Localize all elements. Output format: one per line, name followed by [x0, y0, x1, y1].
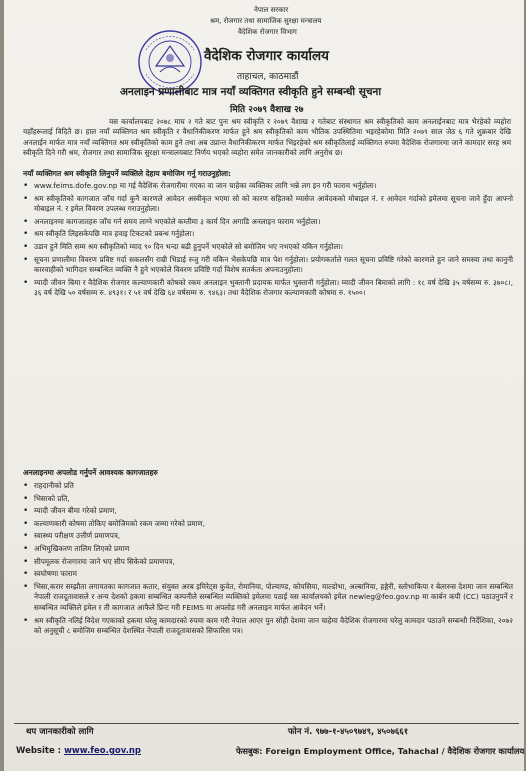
list-item: • श्रम स्वीकृति नलिई विदेश गएकाको हकमा घरेलु कामदारको रुपमा काम गरी नेपाल आएर पुन सोही देशमा जान चाहेमा वैदेशिक रोजगारमा घरेलु कामदार पठाउने सम्बन्धी निर्देशिका, २०७२ को अनुसूची ८ बमोजिम सम्बन्धित देशस्थित नेपाली राजदूतावासको सिफारिस पत्र। [23, 616, 513, 637]
list-item: • म्यादी जीवन बीमा गरेको प्रमाण, [23, 506, 513, 517]
website-label: Website : [16, 746, 62, 756]
footer-phone: फोन नं. ९७७-१-४५०९७४९, ४५०७६६१ [288, 727, 409, 737]
section2-title: अनलाइनमा अपलोड गर्नुपर्ने आवश्यक कागजातहरु [23, 468, 158, 477]
list-item: • म्यादी जीवन बिमा र वैदेशिक रोजगार कल्याणकारी कोषको रकम अनलाइन भुक्तानी प्रदायक मार्फत भुक्तानी गर्नुहोला। म्यादी जीवन बिमाको लागि : १८ वर्ष देखि ३५ वर्षसम्म रु. ३७०८।, ३६ वर्ष देखि ५० वर्षसम्म रु. ४९३१। र ५१ वर्ष देखि ६४ वर्षसम्म रु. ९४६३। तथा वैदेशिक रोजगार कल्याणकारी कोषमा रु. १५००। [23, 278, 513, 299]
header-address: ताहाचल, काठमाडौं [237, 72, 299, 82]
section1-title: नयाँ व्यक्तिगत श्रम स्वीकृति लिनुपर्ने व्यक्तिले देहाय बमोजिम गर्नु गराउनुहोला: [23, 169, 231, 178]
list-item: • श्रम स्वीकृति लिइसकेपछि मात्र हवाइ टिकटको प्रबन्ध गर्नुहोला। [23, 229, 513, 240]
list-item: • भिसा,करार सम्झौता लगायतका कागजात कतार, संयुक्त अरब इमिरेट्स कुवेत, रोमानिया, पोल्याण्ड, कोयसिया, माल्डोभा, अल्बानिया, हङ्गेरी, स्लोभाकिया र बेलारुस देशमा जान सम्बन्धित नेपाली राजदूतावासले र अन्य देशको हकमा सम्बन्धित कम्पनीले सम्बन्धित व्यक्तिको इमेलमा पठाई यस कार्यालयको इमेल newleg@feo.gov.np मा कार्बन कपी (CC) पठाउनुपर्ने र सम्बन्धित व्यक्तिले इमेल र ती कागजात आफैले प्रिन्ट गरी FEIMS मा अपलोड गरी अनलाइन मार्फत आवेदन भर्ने। [23, 582, 513, 614]
list-item: • www.feims.dofe.gov.np मा गई वैदेशिक रोजगारीमा गएका वा जान चाहेका व्यक्तिका लागि भन्ने लग इन गरी फाराम भर्नुहोला। [23, 181, 513, 192]
list-item: • अभिमुखिकरण तालिम लिएको प्रमाण [23, 544, 513, 555]
list-item: • भिसाको प्रति, [23, 494, 513, 505]
list-item: • अनलाइनमा कागजातहरु जाँच गर्न समय लाग्ने भएकोले कम्तीमा ३ कार्य दिन अगाडि अनलाइन फाराम भर्नुहोला। [23, 217, 513, 228]
intro-paragraph: यस कार्यालयबाट २०७८ माघ २ गते बाट पुनः श्रम स्वीकृति र २०७९ वैशाख २ गतेबाट संस्थागत श्रम स्वीकृतिको काम अनलाईनबाट मात्र भैरहेको व्यहोरा यहाँहरूलाई विदितै छ। हाल नयाँ व्यक्तिगत श्रम स्वीकृति र वैधानिकीकरण मार्फत हुने श्रम स्वीकृतिको काम भौतिक उपस्थितिमा भइरहेकोमा मिति २०७९ साल जेठ ६ गते शुक्रबार देखि अनलाईन मार्फत मात्र नयाँ व्यक्तिगत श्रम स्वीकृतिको काम हुने तथा अब उप्रान्त वैधानिकीकरण मार्फत भिइरहेको श्रम स्वीकृतिलाई व्यक्तिगत रुपमा वैदेशिक रोजगारमा जाने कामदार सरह श्रम स्वीकृति दिने गरी श्रम, रोजगार तथा सामाजिक सुरक्षा मन्त्रालयबाट निर्णय भएको व्यहोरा समेत जानकारीको लागि अनुरोध छ। [23, 117, 511, 158]
list-item: • उडान हुने मिति सम्म श्रम स्वीकृतिको म्याद ९० दिन भन्दा बढी हुनुपर्ने भएकोले सो बमोजिम भए नभएको यकिन गर्नुहोला। [23, 242, 513, 253]
notice-title: अनलाइन प्रणालीबाट मात्र नयाँ व्यक्तिगत स्वीकृति हुने सम्बन्धी सूचना [120, 86, 382, 98]
list-item: • श्रम स्वीकृतिको कागजात जाँच गर्दा कुनै कारणले आवेदन अस्वीकृत भएमा सो को कारण सहितको म्यासेज आवेदकको मोबाइल नं. र आवेदन गर्दाको इमेलमा सूचना जाने हुँदा आफ्नो मोबाइल नं. र इमेल विवरण उपलब्ध गराउनुहोला। [23, 194, 513, 215]
website-link[interactable]: www.feo.gov.np [64, 746, 141, 756]
header-government: नेपाल सरकार [254, 6, 289, 14]
footer-website [16, 746, 141, 756]
list-item: • कल्याणकारी कोषमा तोकिए बमोजिमको रकम जम्मा गरेको प्रमाण, [23, 519, 513, 530]
list-item: • सूचना प्रणालीमा विवरण प्रविष्ट गर्दा सकलसँग राम्री भिडाई रुजु गरी यकिन भैसकेपछि मात्र पेश गर्नुहोला। प्रयोगकर्ताले गलत सूचना प्रविष्टि गरेको कारणले हुन जाने समस्या तथा कानुनी कारवाहीको भागिदार सम्बन्धित व्यक्ति नै हुने भएकोले विवरण प्रविष्टि गर्दा विशेष सतर्कता अपनाउनुहोला। [23, 255, 513, 276]
header-office-name: वैदेशिक रोजगार कार्यालय [204, 48, 329, 64]
header-department: वैदेशिक रोजगार विभाग [238, 28, 297, 36]
notice-document [4, 0, 524, 771]
footer-divider [14, 723, 519, 724]
list-item: • स्वास्थ्य परीक्षण उत्तीर्ण प्रमाणपत्र, [23, 531, 513, 542]
list-item: • स्वघोषणा फाराम [23, 569, 513, 580]
list-item: • सीपमूलक रोजगारमा जाने भए सीप सिकेको प्रमाणपत्र, [23, 557, 513, 568]
header-ministry: श्रम, रोजगार तथा सामाजिक सुरक्षा मन्त्रालय [210, 17, 322, 25]
notice-date: मिति २०७९ वैशाख २७ [230, 105, 304, 115]
section1-list [23, 181, 513, 301]
footer-facebook: फेसबुक: Foreign Employment Office, Tahachal / वैदेशिक रोजगार कार्यालय [236, 746, 524, 756]
footer-more-info: थप जानकारीको लागि [26, 727, 94, 737]
list-item: • राहदानीको प्रति [23, 481, 513, 492]
section2-list [23, 481, 513, 639]
